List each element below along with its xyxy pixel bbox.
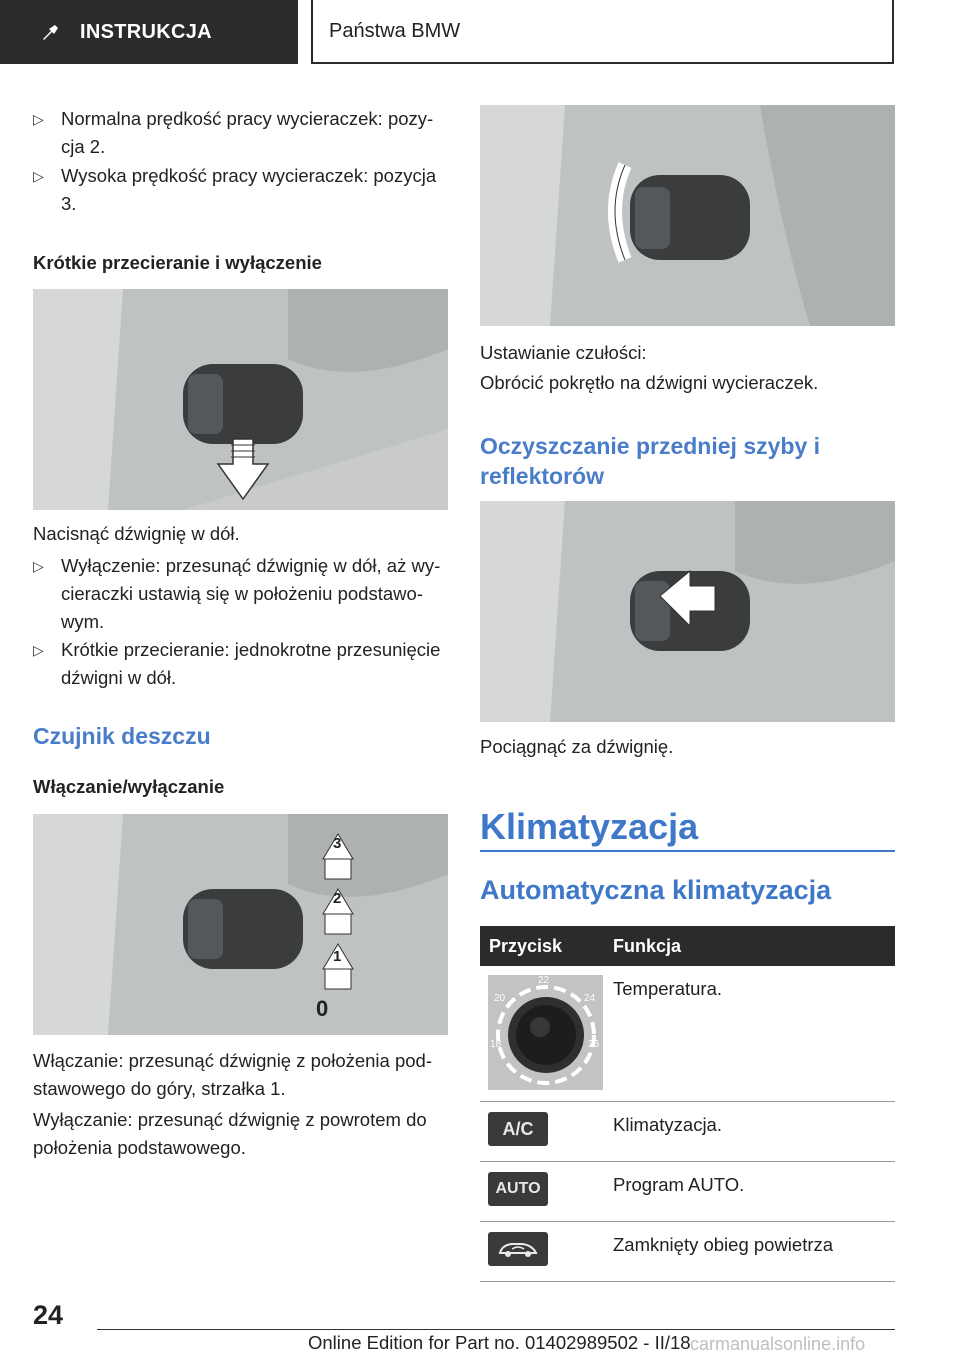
- watermark: carmanualsonline.info: [690, 1334, 866, 1354]
- figure-label: 3: [333, 835, 342, 852]
- triangle-bullet-icon: ▷: [33, 111, 44, 127]
- section-title: Klimatyzacja: [480, 806, 699, 847]
- bullet-item: ▷ Krótkie przecieranie: jednokrotne przesunięcie dźwigni w dół.: [33, 636, 448, 692]
- footer-edition: Online Edition for Part no. 01402989502 - II/18: [308, 1332, 691, 1353]
- table-header-row: [480, 926, 895, 966]
- caption-sensitivity: Ustawianie czułości:: [480, 342, 647, 363]
- caption-pull: Pociągnąć za dźwignię.: [480, 736, 674, 757]
- header-tab[interactable]: [0, 0, 298, 64]
- header-tab-label: INSTRUKCJA: [80, 20, 212, 43]
- figure-pull-lever: [480, 501, 895, 722]
- table-row: [480, 966, 895, 1102]
- subheading-on-off: Włączanie/wyłączanie: [33, 776, 225, 797]
- subsection-title: Automatyczna klimatyzacja: [480, 875, 832, 905]
- header-title-box: [311, 0, 894, 64]
- bullet-item: ▷ Normalna prędkość pracy wycieraczek: pozycja 2.: [33, 105, 448, 161]
- heading-rain-sensor: Czujnik deszczu: [33, 723, 211, 749]
- figure-wiper-press-down: [33, 289, 448, 510]
- knob-label: 18: [490, 1039, 502, 1050]
- para-sensitivity: Obrócić pokrętło na dźwigni wycieraczek.: [480, 372, 819, 393]
- caption-press: Nacisnąć dźwignię w dół.: [33, 523, 240, 544]
- table-row: [480, 1222, 895, 1282]
- figure-sensitivity-knob: [480, 105, 895, 326]
- recirculation-button-icon: [488, 1232, 548, 1266]
- subheading-wipe: Krótkie przecieranie i wyłączenie: [33, 252, 322, 273]
- header-title: Państwa BMW: [329, 19, 461, 42]
- figure-rain-sensor-lever: [33, 814, 448, 1035]
- table-header-button: Przycisk: [480, 926, 603, 966]
- triangle-bullet-icon: ▷: [33, 558, 44, 574]
- ac-button-icon: A/C: [488, 1112, 548, 1146]
- heading-cleaning: Oczyszczanie przedniej szyby i reflektorów: [480, 433, 821, 489]
- knob-label: 20: [494, 993, 506, 1004]
- para-switch-off: Wyłączanie: przesunąć dźwignię z powrotem do położenia podstawowego.: [33, 1109, 427, 1158]
- bullet-item: ▷ Wysoka prędkość pracy wycieraczek: pozycja 3.: [33, 162, 448, 218]
- table-cell-function: Klimatyzacja.: [603, 1102, 895, 1162]
- table-header-function: Funkcja: [603, 926, 895, 966]
- knob-label: 26: [588, 1039, 600, 1050]
- table-cell-function: Temperatura.: [603, 966, 895, 1102]
- knob-label: 22: [538, 975, 550, 986]
- knob-label: 24: [584, 993, 596, 1004]
- bmw-logo-icon: [40, 19, 66, 45]
- table-cell-function: Program AUTO.: [603, 1162, 895, 1222]
- figure-label: 2: [333, 890, 342, 907]
- table-row: [480, 1102, 895, 1162]
- section-title-rule: [480, 850, 895, 852]
- table-cell-function: Zamknięty obieg powietrza: [603, 1222, 895, 1282]
- triangle-bullet-icon: ▷: [33, 642, 44, 658]
- para-switch-on: Włączanie: przesunąć dźwignię z położenia podstawowego do góry, strzałka 1.: [33, 1050, 433, 1099]
- bullet-item: ▷ Wyłączenie: przesunąć dźwignię w dół, aż wycieraczki ustawią się w położeniu podstawowym.: [33, 552, 448, 636]
- table-row: [480, 1162, 895, 1222]
- temperature-knob-icon: [488, 975, 603, 1090]
- footer-rule: [97, 1329, 895, 1330]
- auto-button-icon: AUTO: [488, 1172, 548, 1206]
- figure-label: 1: [333, 948, 342, 965]
- climate-table: [480, 926, 895, 1282]
- triangle-bullet-icon: ▷: [33, 168, 44, 184]
- page-number: 24: [33, 1300, 64, 1330]
- figure-label: 0: [316, 996, 329, 1021]
